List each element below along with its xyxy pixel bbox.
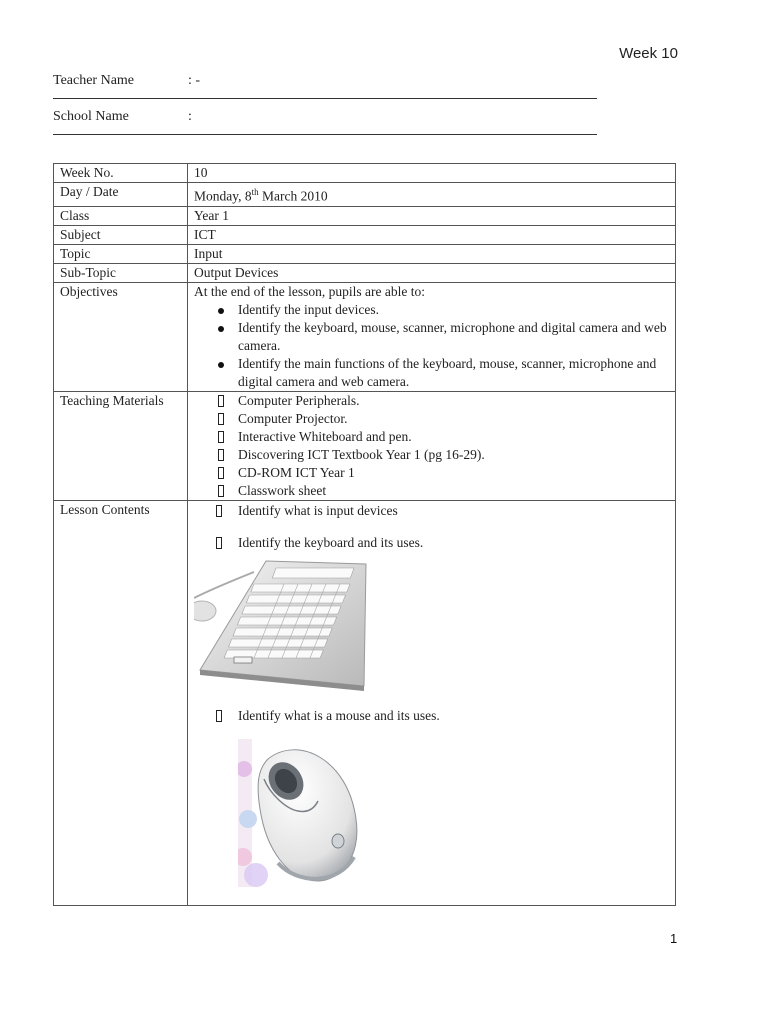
material-text: CD-ROM ICT Year 1	[238, 464, 355, 480]
teacher-name-line	[53, 98, 597, 99]
day-date-label: Day / Date	[54, 183, 188, 207]
list-item	[214, 301, 675, 319]
table-row	[54, 263, 676, 282]
list-item	[214, 355, 675, 391]
bullet-dot-icon	[218, 308, 224, 314]
material-text: Discovering ICT Textbook Year 1 (pg 16-29).	[238, 446, 485, 462]
bullet-box-icon	[218, 431, 224, 443]
week-header: Week 10	[619, 45, 678, 62]
mouse-icon	[238, 739, 364, 887]
bullet-box-icon	[218, 413, 224, 425]
content-text: Identify the keyboard and its uses.	[238, 534, 424, 550]
materials-cell	[188, 391, 676, 500]
topic-value: Input	[188, 244, 676, 263]
bullet-box-icon	[216, 505, 222, 517]
bullet-dot-icon	[218, 326, 224, 332]
day-date-main: Monday, 8	[194, 188, 252, 204]
week-no-label: Week No.	[54, 164, 188, 183]
sub-topic-value: Output Devices	[188, 263, 676, 282]
day-date-value	[188, 183, 676, 207]
table-row	[54, 391, 676, 500]
table-row	[54, 225, 676, 244]
page-number: 1	[670, 931, 678, 946]
bullet-box-icon	[218, 395, 224, 407]
list-item	[194, 534, 675, 552]
school-name-line	[53, 134, 597, 135]
bullet-box-icon	[218, 449, 224, 461]
table-row	[54, 244, 676, 263]
sub-topic-label: Sub-Topic	[54, 263, 188, 282]
materials-list	[194, 392, 675, 500]
list-item	[214, 410, 675, 428]
material-text: Computer Projector.	[238, 410, 348, 426]
table-row	[54, 500, 676, 905]
objective-text: Identify the input devices.	[238, 301, 379, 317]
teacher-name-row	[53, 73, 597, 103]
objectives-label: Objectives	[54, 282, 188, 391]
bullet-box-icon	[218, 485, 224, 497]
table-row	[54, 164, 676, 183]
teacher-name-value: : -	[188, 73, 201, 88]
topic-label: Topic	[54, 244, 188, 263]
objectives-cell	[188, 282, 676, 391]
bullet-box-icon	[216, 710, 222, 722]
subject-label: Subject	[54, 225, 188, 244]
material-text: Computer Peripherals.	[238, 392, 360, 408]
teacher-name-label: Teacher Name	[53, 73, 135, 88]
list-item	[214, 482, 675, 500]
list-item	[214, 319, 675, 355]
lesson-plan-table	[53, 163, 676, 906]
lesson-contents-cell	[188, 500, 676, 905]
lesson-contents-label: Lesson Contents	[54, 500, 188, 905]
materials-label: Teaching Materials	[54, 391, 188, 500]
bullet-box-icon	[218, 467, 224, 479]
keyboard-photo	[194, 558, 675, 694]
objectives-list	[194, 301, 675, 391]
bullet-dot-icon	[218, 362, 224, 368]
subject-value: ICT	[188, 225, 676, 244]
table-row	[54, 282, 676, 391]
bullet-box-icon	[216, 537, 222, 549]
day-date-month: March 2010	[258, 188, 328, 204]
class-value: Year 1	[188, 206, 676, 225]
list-item	[214, 392, 675, 410]
objectives-intro: At the end of the lesson, pupils are able to:	[194, 283, 425, 299]
objective-text: Identify the main functions of the keyboard, mouse, scanner, microphone and digital camera and web camera.	[238, 355, 657, 389]
table-row	[54, 206, 676, 225]
school-name-row	[53, 109, 597, 139]
content-text: Identify what is input devices	[238, 502, 398, 518]
list-item	[214, 446, 675, 464]
keyboard-icon	[194, 558, 374, 692]
material-text: Classwork sheet	[238, 482, 327, 498]
week-no-value: 10	[188, 164, 676, 183]
school-name-value: :	[188, 109, 192, 124]
mouse-photo	[238, 739, 675, 889]
class-label: Class	[54, 206, 188, 225]
list-item	[194, 707, 675, 725]
table-row	[54, 183, 676, 207]
list-item	[194, 502, 675, 520]
objective-text: Identify the keyboard, mouse, scanner, microphone and digital camera and web camera.	[238, 319, 667, 353]
list-item	[214, 464, 675, 482]
list-item	[214, 428, 675, 446]
material-text: Interactive Whiteboard and pen.	[238, 428, 412, 444]
school-name-label: School Name	[53, 109, 129, 124]
day-date-ordinal: th	[251, 187, 259, 197]
content-text: Identify what is a mouse and its uses.	[238, 707, 440, 723]
